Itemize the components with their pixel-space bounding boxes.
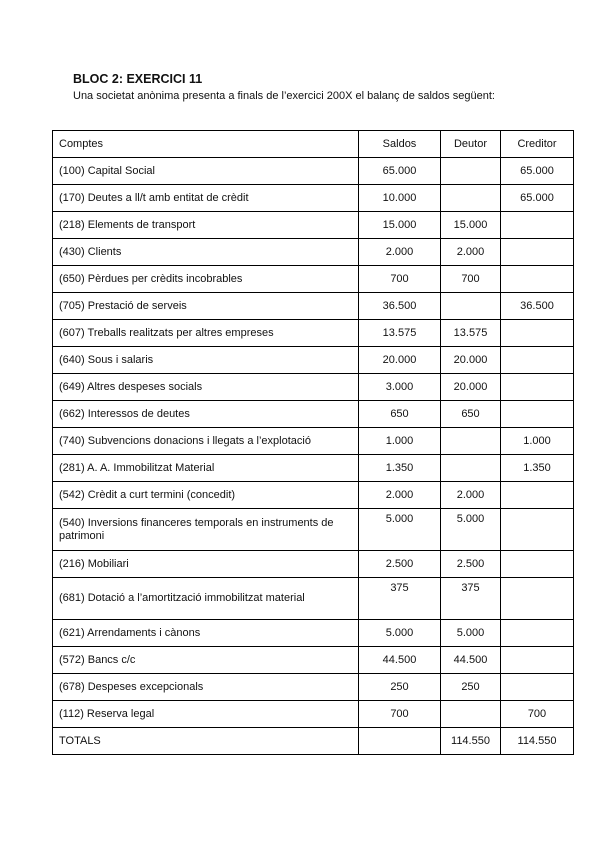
account-cell: (640) Sous i salaris: [53, 347, 359, 374]
account-cell: (216) Mobiliari: [53, 551, 359, 578]
totals-creditor: 114.550: [501, 728, 574, 755]
account-cell: (542) Crèdit a curt termini (concedit): [53, 482, 359, 509]
creditor-cell: 700: [501, 701, 574, 728]
saldos-cell: 1.350: [359, 455, 441, 482]
header-comptes: Comptes: [53, 131, 359, 158]
table-row: [53, 266, 574, 293]
account-cell: (218) Elements de transport: [53, 212, 359, 239]
table-row: [53, 185, 574, 212]
deutor-cell: 44.500: [441, 647, 501, 674]
deutor-cell: 5.000: [441, 620, 501, 647]
saldos-cell: 2.000: [359, 239, 441, 266]
creditor-cell: [501, 674, 574, 701]
table-row: [53, 620, 574, 647]
deutor-cell: [441, 293, 501, 320]
table-row: [53, 647, 574, 674]
table-row: [53, 347, 574, 374]
deutor-cell: 20.000: [441, 374, 501, 401]
account-cell: (705) Prestació de serveis: [53, 293, 359, 320]
totals-label: TOTALS: [53, 728, 359, 755]
deutor-cell: 2.000: [441, 239, 501, 266]
saldos-cell: 700: [359, 266, 441, 293]
deutor-cell: 700: [441, 266, 501, 293]
balance-table: [52, 130, 574, 755]
table-row: [53, 158, 574, 185]
account-cell: (112) Reserva legal: [53, 701, 359, 728]
saldos-cell: 2.000: [359, 482, 441, 509]
saldos-cell: 44.500: [359, 647, 441, 674]
table-row: [53, 674, 574, 701]
deutor-cell: 250: [441, 674, 501, 701]
table-row: [53, 509, 574, 551]
table-row: [53, 455, 574, 482]
saldos-cell: 2.500: [359, 551, 441, 578]
creditor-cell: [501, 347, 574, 374]
saldos-cell: 5.000: [359, 620, 441, 647]
saldos-cell: 700: [359, 701, 441, 728]
deutor-cell: [441, 185, 501, 212]
table-row: [53, 212, 574, 239]
table-row: [53, 401, 574, 428]
header-deutor: Deutor: [441, 131, 501, 158]
creditor-cell: [501, 266, 574, 293]
deutor-cell: 650: [441, 401, 501, 428]
deutor-cell: 13.575: [441, 320, 501, 347]
table-row: [53, 578, 574, 620]
creditor-cell: [501, 239, 574, 266]
account-cell: (740) Subvencions donacions i llegats a l’explotació: [53, 428, 359, 455]
account-cell: (572) Bancs c/c: [53, 647, 359, 674]
exercise-intro: Una societat anònima presenta a finals de l’exercici 200X el balanç de saldos següent:: [73, 90, 495, 102]
saldos-cell: 1.000: [359, 428, 441, 455]
saldos-cell: 650: [359, 401, 441, 428]
account-cell: (281) A. A. Immobilitzat Material: [53, 455, 359, 482]
creditor-cell: [501, 212, 574, 239]
creditor-cell: [501, 401, 574, 428]
deutor-cell: 20.000: [441, 347, 501, 374]
creditor-cell: [501, 374, 574, 401]
saldos-cell: 36.500: [359, 293, 441, 320]
header-saldos: Saldos: [359, 131, 441, 158]
saldos-cell: 13.575: [359, 320, 441, 347]
account-cell: (650) Pèrdues per crèdits incobrables: [53, 266, 359, 293]
creditor-cell: [501, 482, 574, 509]
totals-row: [53, 728, 574, 755]
account-cell: (430) Clients: [53, 239, 359, 266]
saldos-cell: 375: [359, 578, 441, 620]
deutor-cell: 2.500: [441, 551, 501, 578]
deutor-cell: [441, 455, 501, 482]
saldos-cell: 5.000: [359, 509, 441, 551]
table-row: [53, 239, 574, 266]
creditor-cell: 36.500: [501, 293, 574, 320]
deutor-cell: 2.000: [441, 482, 501, 509]
totals-saldos: [359, 728, 441, 755]
header-row: [53, 131, 574, 158]
deutor-cell: [441, 158, 501, 185]
table-row: [53, 374, 574, 401]
deutor-cell: [441, 428, 501, 455]
saldos-cell: 3.000: [359, 374, 441, 401]
creditor-cell: 65.000: [501, 185, 574, 212]
saldos-cell: 20.000: [359, 347, 441, 374]
exercise-heading: BLOC 2: EXERCICI 11: [73, 72, 203, 86]
creditor-cell: [501, 647, 574, 674]
creditor-cell: [501, 509, 574, 551]
account-cell: (649) Altres despeses socials: [53, 374, 359, 401]
account-cell: (662) Interessos de deutes: [53, 401, 359, 428]
table-row: [53, 320, 574, 347]
creditor-cell: [501, 320, 574, 347]
saldos-cell: 65.000: [359, 158, 441, 185]
account-cell: (540) Inversions financeres temporals en instruments de patrimoni: [53, 509, 359, 551]
table-row: [53, 293, 574, 320]
account-cell: (681) Dotació a l’amortització immobilitzat material: [53, 578, 359, 620]
creditor-cell: 1.350: [501, 455, 574, 482]
account-cell: (607) Treballs realitzats per altres empreses: [53, 320, 359, 347]
creditor-cell: 65.000: [501, 158, 574, 185]
totals-deutor: 114.550: [441, 728, 501, 755]
creditor-cell: [501, 620, 574, 647]
account-cell: (100) Capital Social: [53, 158, 359, 185]
table-row: [53, 428, 574, 455]
deutor-cell: 375: [441, 578, 501, 620]
account-cell: (621) Arrendaments i cànons: [53, 620, 359, 647]
header-creditor: Creditor: [501, 131, 574, 158]
account-cell: (678) Despeses excepcionals: [53, 674, 359, 701]
deutor-cell: [441, 701, 501, 728]
saldos-cell: 15.000: [359, 212, 441, 239]
creditor-cell: 1.000: [501, 428, 574, 455]
creditor-cell: [501, 551, 574, 578]
table-row: [53, 482, 574, 509]
saldos-cell: 10.000: [359, 185, 441, 212]
account-cell: (170) Deutes a ll/t amb entitat de crèdit: [53, 185, 359, 212]
creditor-cell: [501, 578, 574, 620]
table-row: [53, 551, 574, 578]
deutor-cell: 5.000: [441, 509, 501, 551]
saldos-cell: 250: [359, 674, 441, 701]
table-row: [53, 701, 574, 728]
deutor-cell: 15.000: [441, 212, 501, 239]
